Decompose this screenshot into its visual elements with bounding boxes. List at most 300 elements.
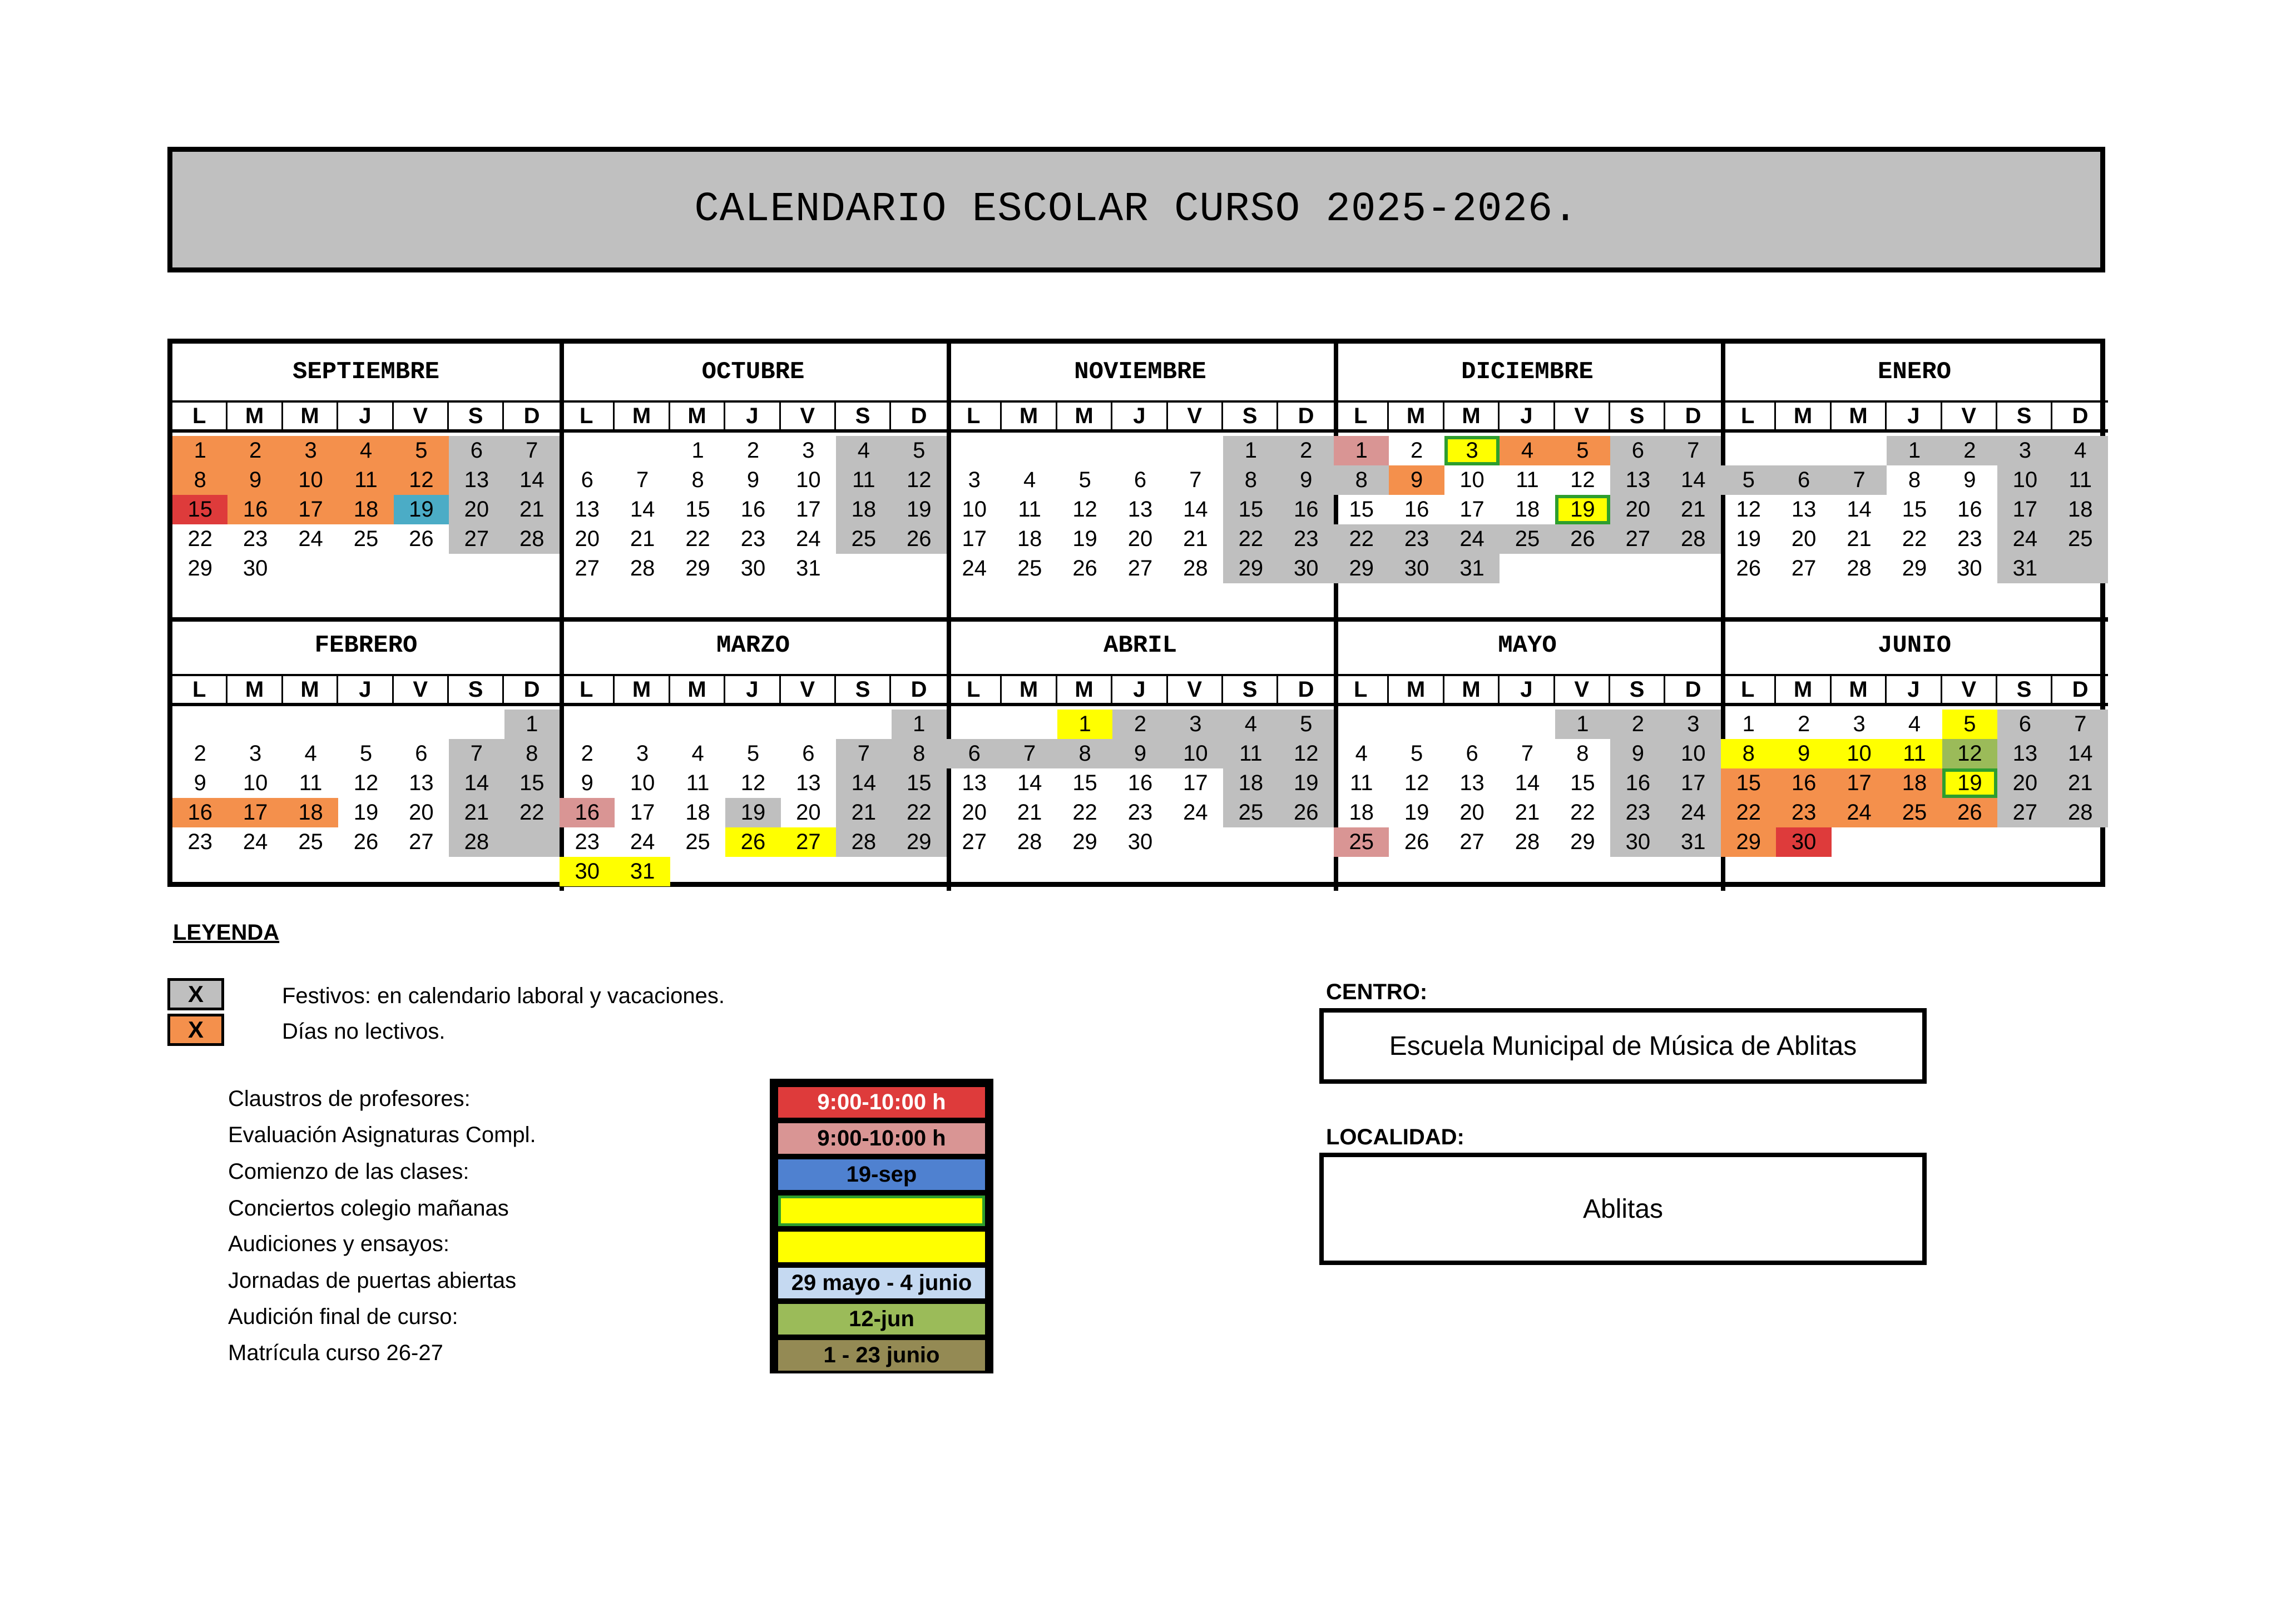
weekday-label: J bbox=[1887, 403, 1942, 429]
month-name: OCTUBRE bbox=[560, 344, 947, 403]
weekday-label: D bbox=[523, 403, 540, 428]
day-cell: 10 bbox=[283, 465, 338, 495]
day-cell: 27 bbox=[781, 827, 836, 857]
day-cell: 28 bbox=[1515, 830, 1540, 854]
day-cell: 17 bbox=[630, 800, 655, 825]
day-empty bbox=[1389, 710, 1444, 739]
day-cell: 21 bbox=[1515, 800, 1540, 825]
day-cell: 23 bbox=[1776, 798, 1831, 827]
day-cell: 13 bbox=[1791, 497, 1817, 522]
day-cell: 2 bbox=[227, 436, 283, 465]
day-cell: 8 bbox=[504, 739, 560, 768]
day-cell: 18 bbox=[685, 800, 710, 825]
weekday-label: M bbox=[1832, 676, 1887, 703]
day-cell: 18 bbox=[1887, 768, 1942, 798]
day-cell: 5 bbox=[359, 741, 373, 766]
day-cell: 24 bbox=[962, 556, 987, 581]
day-cell: 3 bbox=[1666, 710, 1721, 739]
day-empty bbox=[2053, 554, 2108, 583]
weekday-label: D bbox=[2072, 677, 2089, 702]
day-cell: 6 bbox=[449, 436, 504, 465]
day-cell: 19 bbox=[1072, 527, 1097, 551]
weekday-label: M bbox=[227, 403, 283, 429]
day-cell: 15 bbox=[1223, 495, 1278, 524]
month-name: JUNIO bbox=[1721, 617, 2108, 676]
day-cell: 16 bbox=[1127, 771, 1153, 795]
weekday-label: S bbox=[1997, 403, 2052, 429]
weekday-label: L bbox=[1334, 676, 1389, 703]
day-cell: 27 bbox=[1997, 798, 2052, 827]
day-cell: 4 bbox=[1223, 710, 1278, 739]
weekday-label: L bbox=[1721, 403, 1776, 429]
event-label-matricula: Matrícula curso 26-27 bbox=[228, 1341, 443, 1365]
day-cell: 1 bbox=[691, 438, 704, 463]
day-cell: 21 bbox=[449, 798, 504, 827]
localidad-value: Ablitas bbox=[1582, 1194, 1664, 1224]
day-cell: 15 bbox=[685, 497, 710, 522]
day-empty bbox=[1112, 436, 1167, 465]
day-cell: 27 bbox=[575, 556, 600, 581]
weekday-label: M bbox=[1057, 403, 1112, 429]
day-cell: 15 bbox=[1570, 771, 1595, 795]
day-cell: 1 bbox=[1057, 710, 1112, 739]
day-cell: 14 bbox=[449, 768, 504, 798]
day-empty bbox=[1002, 436, 1057, 465]
month-name: ENERO bbox=[1721, 344, 2108, 403]
day-cell: 26 bbox=[1555, 524, 1610, 554]
event-box-conciertos bbox=[778, 1196, 985, 1226]
weekday-header bbox=[947, 676, 1334, 706]
weekday-label: M bbox=[615, 403, 670, 429]
day-cell: 18 bbox=[836, 495, 891, 524]
day-cell: 1 bbox=[1334, 436, 1389, 465]
day-cell: 8 bbox=[1334, 465, 1389, 495]
day-cell: 3 bbox=[1444, 436, 1500, 465]
day-cell: 31 bbox=[796, 556, 821, 581]
day-cell: 29 bbox=[187, 556, 212, 581]
event-label-evaluacion: Evaluación Asignaturas Compl. bbox=[228, 1123, 536, 1147]
day-cell: 11 bbox=[338, 465, 393, 495]
day-cell: 19 bbox=[353, 800, 379, 825]
day-cell: 18 bbox=[1223, 768, 1278, 798]
weekday-label: J bbox=[1112, 676, 1167, 703]
day-cell: 7 bbox=[1666, 436, 1721, 465]
day-cell: 6 bbox=[1466, 741, 1478, 766]
day-cell: 19 bbox=[1404, 800, 1429, 825]
day-empty bbox=[725, 710, 780, 739]
day-cell: 25 bbox=[2053, 524, 2108, 554]
day-cell: 12 bbox=[1279, 739, 1334, 768]
day-cell: 13 bbox=[449, 465, 504, 495]
day-cell: 25 bbox=[836, 524, 891, 554]
day-cell: 4 bbox=[2053, 436, 2108, 465]
day-cell: 7 bbox=[1189, 468, 1202, 492]
day-cell: 5 bbox=[746, 741, 760, 766]
weekday-label: L bbox=[947, 403, 1002, 429]
weekday-label: V bbox=[1942, 676, 1997, 703]
month-septiembre bbox=[172, 344, 564, 622]
legend-swatch-no-lectivos: X bbox=[167, 1014, 224, 1046]
day-cell: 20 bbox=[1127, 527, 1153, 551]
event-color-boxes bbox=[770, 1079, 993, 1373]
day-empty bbox=[1721, 436, 1776, 465]
day-cell: 5 bbox=[1555, 436, 1610, 465]
day-cell: 26 bbox=[1736, 556, 1761, 581]
day-cell: 17 bbox=[1832, 768, 1887, 798]
day-cell: 23 bbox=[187, 830, 212, 854]
day-cell: 13 bbox=[1610, 465, 1665, 495]
month-name: NOVIEMBRE bbox=[947, 344, 1334, 403]
month-noviembre bbox=[947, 344, 1338, 622]
day-cell: 25 bbox=[685, 830, 710, 854]
day-cell: 22 bbox=[1223, 524, 1278, 554]
day-cell: 15 bbox=[172, 495, 227, 524]
weekday-label: M bbox=[1776, 676, 1831, 703]
day-cell: 29 bbox=[1334, 554, 1389, 583]
weekday-label: V bbox=[1942, 403, 1997, 429]
day-cell: 6 bbox=[1997, 710, 2052, 739]
day-cell: 5 bbox=[1279, 710, 1334, 739]
day-cell: 7 bbox=[636, 468, 649, 492]
day-cell: 19 bbox=[892, 495, 947, 524]
day-cell: 23 bbox=[1127, 800, 1153, 825]
day-grid bbox=[1721, 710, 2108, 857]
weekday-label: M bbox=[670, 676, 725, 703]
day-cell: 3 bbox=[249, 741, 262, 766]
day-cell: 12 bbox=[1942, 739, 1997, 768]
weekday-header bbox=[1334, 403, 1721, 433]
day-cell: 11 bbox=[836, 465, 891, 495]
day-cell: 13 bbox=[1459, 771, 1485, 795]
day-cell: 27 bbox=[449, 524, 504, 554]
day-cell: 9 bbox=[1279, 465, 1334, 495]
event-box-claustros: 9:00-10:00 h bbox=[778, 1087, 985, 1118]
weekday-label: V bbox=[1168, 676, 1223, 703]
day-cell: 25 bbox=[298, 830, 323, 854]
day-cell: 24 bbox=[243, 830, 268, 854]
day-cell: 25 bbox=[1334, 827, 1389, 857]
day-cell: 2 bbox=[581, 741, 593, 766]
day-empty bbox=[560, 436, 615, 465]
day-cell: 7 bbox=[1832, 465, 1887, 495]
day-cell: 26 bbox=[1404, 830, 1429, 854]
day-cell: 24 bbox=[1444, 524, 1500, 554]
calendar-title: CALENDARIO ESCOLAR CURSO 2025-2026. bbox=[694, 186, 1578, 233]
weekday-label: J bbox=[725, 403, 780, 429]
day-cell: 15 bbox=[504, 768, 560, 798]
day-cell: 21 bbox=[2053, 768, 2108, 798]
day-cell: 14 bbox=[1017, 771, 1042, 795]
day-cell: 1 bbox=[504, 710, 560, 739]
day-cell: 22 bbox=[1072, 800, 1097, 825]
event-box-audicion-final: 12-jun bbox=[778, 1304, 985, 1335]
day-cell: 29 bbox=[1570, 830, 1595, 854]
weekday-label: M bbox=[283, 676, 338, 703]
day-cell: 8 bbox=[1576, 741, 1589, 766]
day-cell: 25 bbox=[1500, 524, 1555, 554]
day-cell: 21 bbox=[836, 798, 891, 827]
day-empty bbox=[338, 710, 393, 739]
day-cell: 20 bbox=[962, 800, 987, 825]
day-cell: 25 bbox=[1223, 798, 1278, 827]
day-cell: 5 bbox=[1078, 468, 1091, 492]
day-cell: 11 bbox=[1223, 739, 1278, 768]
calendar-title-box bbox=[167, 147, 2105, 272]
day-cell: 31 bbox=[1997, 554, 2052, 583]
day-cell: 7 bbox=[1521, 741, 1534, 766]
day-cell: 11 bbox=[1349, 771, 1373, 795]
day-cell: 8 bbox=[1223, 465, 1278, 495]
month-name: MARZO bbox=[560, 617, 947, 676]
weekday-label: M bbox=[1776, 403, 1831, 429]
weekday-header bbox=[560, 676, 947, 706]
day-cell: 11 bbox=[686, 771, 710, 795]
day-cell: 20 bbox=[1997, 768, 2052, 798]
event-label-audiciones: Audiciones y ensayos: bbox=[228, 1232, 450, 1256]
event-box-comienzo: 19-sep bbox=[778, 1159, 985, 1190]
day-empty bbox=[1776, 436, 1831, 465]
day-empty bbox=[1334, 710, 1389, 739]
day-cell: 26 bbox=[1072, 556, 1097, 581]
day-cell: 8 bbox=[892, 739, 947, 768]
day-cell: 9 bbox=[1610, 739, 1665, 768]
day-cell: 5 bbox=[1411, 741, 1423, 766]
weekday-label: V bbox=[781, 403, 836, 429]
day-cell: 26 bbox=[353, 830, 379, 854]
day-cell: 1 bbox=[1887, 436, 1942, 465]
day-cell: 22 bbox=[1334, 524, 1389, 554]
day-cell: 26 bbox=[1942, 798, 1997, 827]
month-junio bbox=[1721, 617, 2108, 891]
month-marzo bbox=[560, 617, 951, 891]
day-cell: 6 bbox=[415, 741, 428, 766]
day-empty bbox=[1002, 710, 1057, 739]
day-cell: 3 bbox=[283, 436, 338, 465]
weekday-label: J bbox=[1500, 676, 1555, 703]
weekday-header bbox=[1334, 676, 1721, 706]
day-cell: 18 bbox=[1017, 527, 1042, 551]
month-name: ABRIL bbox=[947, 617, 1334, 676]
day-cell: 20 bbox=[1791, 527, 1817, 551]
weekday-label: D bbox=[1298, 403, 1314, 428]
weekday-label: L bbox=[560, 676, 615, 703]
day-cell: 29 bbox=[1223, 554, 1278, 583]
day-cell: 30 bbox=[243, 556, 268, 581]
day-cell: 29 bbox=[1721, 827, 1776, 857]
day-cell: 24 bbox=[630, 830, 655, 854]
day-cell: 23 bbox=[1279, 524, 1334, 554]
day-cell: 9 bbox=[1112, 739, 1167, 768]
day-cell: 9 bbox=[1776, 739, 1831, 768]
day-cell: 7 bbox=[2053, 710, 2108, 739]
day-cell: 20 bbox=[575, 527, 600, 551]
day-cell: 4 bbox=[304, 741, 317, 766]
day-cell: 2 bbox=[194, 741, 206, 766]
day-empty bbox=[781, 710, 836, 739]
day-cell: 11 bbox=[1887, 739, 1942, 768]
day-cell: 18 bbox=[283, 798, 338, 827]
month-name: SEPTIEMBRE bbox=[172, 344, 560, 403]
day-cell: 3 bbox=[1997, 436, 2052, 465]
day-cell: 20 bbox=[796, 800, 821, 825]
day-cell: 29 bbox=[892, 827, 947, 857]
weekday-label: S bbox=[449, 403, 504, 429]
day-cell: 2 bbox=[1798, 712, 1810, 736]
day-cell: 18 bbox=[1349, 800, 1374, 825]
day-cell: 12 bbox=[1736, 497, 1761, 522]
month-mayo bbox=[1334, 617, 1725, 891]
day-cell: 16 bbox=[1404, 497, 1429, 522]
day-cell: 19 bbox=[725, 798, 780, 827]
weekday-label: V bbox=[1168, 403, 1223, 429]
day-cell: 28 bbox=[449, 827, 504, 857]
day-cell: 24 bbox=[1997, 524, 2052, 554]
weekday-label: D bbox=[2072, 403, 2089, 428]
day-cell: 13 bbox=[796, 771, 821, 795]
day-cell: 2 bbox=[1279, 436, 1334, 465]
day-cell: 30 bbox=[1610, 827, 1665, 857]
day-cell: 1 bbox=[1223, 436, 1278, 465]
day-cell: 14 bbox=[504, 465, 560, 495]
day-empty bbox=[1057, 436, 1112, 465]
day-cell: 12 bbox=[394, 465, 449, 495]
day-cell: 19 bbox=[1942, 768, 1997, 798]
weekday-label: M bbox=[670, 403, 725, 429]
weekday-label: S bbox=[1223, 403, 1278, 429]
legend-swatch-festivos: X bbox=[167, 978, 224, 1010]
day-cell: 2 bbox=[1411, 438, 1423, 463]
weekday-label: J bbox=[1500, 403, 1555, 429]
day-cell: 27 bbox=[1127, 556, 1153, 581]
weekday-label: D bbox=[1685, 677, 1701, 702]
weekday-header bbox=[1721, 403, 2108, 433]
day-cell: 14 bbox=[1666, 465, 1721, 495]
weekday-label: L bbox=[947, 676, 1002, 703]
day-cell: 7 bbox=[504, 436, 560, 465]
day-cell: 23 bbox=[1610, 798, 1665, 827]
event-box-matricula: 1 - 23 junio bbox=[778, 1340, 985, 1371]
day-cell: 1 bbox=[172, 436, 227, 465]
calendar-grid bbox=[167, 339, 2105, 887]
day-cell: 1 bbox=[1742, 712, 1755, 736]
day-cell: 14 bbox=[836, 768, 891, 798]
day-cell: 26 bbox=[892, 524, 947, 554]
day-cell: 12 bbox=[1404, 771, 1429, 795]
day-cell: 31 bbox=[1666, 827, 1721, 857]
weekday-label: L bbox=[560, 403, 615, 429]
day-cell: 16 bbox=[227, 495, 283, 524]
weekday-header bbox=[560, 403, 947, 433]
weekday-header bbox=[172, 676, 560, 706]
day-cell: 20 bbox=[449, 495, 504, 524]
weekday-label: V bbox=[1555, 403, 1610, 429]
day-cell: 25 bbox=[1887, 798, 1942, 827]
day-cell: 4 bbox=[338, 436, 393, 465]
day-cell: 8 bbox=[1721, 739, 1776, 768]
day-cell: 5 bbox=[1721, 465, 1776, 495]
event-label-comienzo: Comienzo de las clases: bbox=[228, 1159, 469, 1184]
weekday-label: D bbox=[1298, 677, 1314, 702]
weekday-label: M bbox=[227, 676, 283, 703]
day-cell: 12 bbox=[1570, 468, 1595, 492]
day-cell: 18 bbox=[1515, 497, 1540, 522]
weekday-label: V bbox=[781, 676, 836, 703]
month-enero bbox=[1721, 344, 2108, 622]
day-empty bbox=[615, 436, 670, 465]
day-cell: 8 bbox=[1908, 468, 1921, 492]
day-cell: 1 bbox=[892, 710, 947, 739]
day-cell: 3 bbox=[1853, 712, 1866, 736]
day-cell: 22 bbox=[504, 798, 560, 827]
day-cell: 17 bbox=[962, 527, 987, 551]
day-grid bbox=[560, 436, 947, 583]
day-empty bbox=[560, 710, 615, 739]
day-cell: 12 bbox=[1072, 497, 1097, 522]
day-cell: 30 bbox=[1127, 830, 1153, 854]
day-grid bbox=[1334, 436, 1721, 583]
day-cell: 15 bbox=[1349, 497, 1374, 522]
day-cell: 16 bbox=[172, 798, 227, 827]
event-label-claustros: Claustros de profesores: bbox=[228, 1087, 471, 1111]
day-cell: 2 bbox=[1610, 710, 1665, 739]
weekday-label: S bbox=[449, 676, 504, 703]
day-cell: 14 bbox=[1515, 771, 1540, 795]
day-cell: 5 bbox=[394, 436, 449, 465]
legend-label-no-lectivos: Días no lectivos. bbox=[282, 1019, 446, 1044]
day-cell: 11 bbox=[299, 771, 323, 795]
day-cell: 10 bbox=[962, 497, 987, 522]
day-cell: 11 bbox=[1018, 497, 1041, 522]
day-cell: 9 bbox=[581, 771, 593, 795]
day-cell: 17 bbox=[1997, 495, 2052, 524]
weekday-label: S bbox=[836, 676, 891, 703]
day-cell: 28 bbox=[1183, 556, 1208, 581]
day-cell: 27 bbox=[409, 830, 434, 854]
day-cell: 11 bbox=[2053, 465, 2108, 495]
weekday-label: J bbox=[1112, 403, 1167, 429]
localidad-box bbox=[1319, 1153, 1927, 1265]
day-cell: 2 bbox=[746, 438, 760, 463]
day-cell: 30 bbox=[1389, 554, 1444, 583]
localidad-label: LOCALIDAD: bbox=[1326, 1125, 1464, 1149]
day-empty bbox=[172, 710, 227, 739]
day-cell: 2 bbox=[1942, 436, 1997, 465]
day-cell: 28 bbox=[504, 524, 560, 554]
day-empty bbox=[670, 710, 725, 739]
day-cell: 29 bbox=[1902, 556, 1927, 581]
day-cell: 4 bbox=[1908, 712, 1921, 736]
day-cell: 17 bbox=[283, 495, 338, 524]
day-cell: 28 bbox=[836, 827, 891, 857]
day-cell: 11 bbox=[1516, 468, 1539, 492]
day-cell: 4 bbox=[691, 741, 704, 766]
day-cell: 27 bbox=[1791, 556, 1817, 581]
day-cell: 30 bbox=[1776, 827, 1831, 857]
month-octubre bbox=[560, 344, 951, 622]
day-cell: 26 bbox=[725, 827, 780, 857]
day-empty bbox=[227, 710, 283, 739]
day-cell: 10 bbox=[630, 771, 655, 795]
day-cell: 13 bbox=[409, 771, 434, 795]
weekday-label: S bbox=[1223, 676, 1278, 703]
day-cell: 17 bbox=[1459, 497, 1485, 522]
weekday-label: V bbox=[1555, 676, 1610, 703]
weekday-label: D bbox=[1685, 403, 1701, 428]
day-cell: 14 bbox=[1183, 497, 1208, 522]
day-grid bbox=[560, 710, 947, 886]
day-cell: 12 bbox=[353, 771, 379, 795]
day-cell: 22 bbox=[685, 527, 710, 551]
